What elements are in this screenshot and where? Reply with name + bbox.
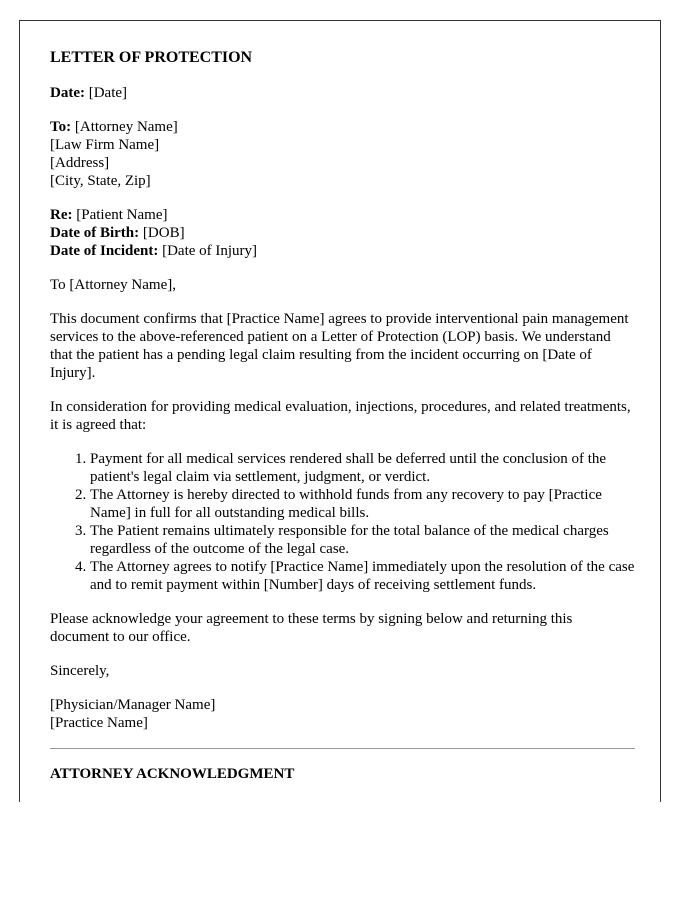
body-paragraph-1: This document confirms that [Practice Name] agrees to provide interventional pain management services to the above-referenced patient on a Letter of Protection (LOP) basis. We understand that the patient has a pending legal claim resulting from the incident occurring on [Date of Injury].	[50, 311, 629, 381]
recipient-city: [City, State, Zip]	[50, 173, 151, 189]
signer-practice: [Practice Name]	[50, 715, 148, 731]
term-item: 4. The Attorney agrees to notify [Practice Name] immediately upon the resolution of the case and to remit payment within [Number] days of receiving settlement funds.	[90, 558, 635, 594]
term-item: 2. The Attorney is hereby directed to withhold funds from any recovery to pay [Practice Name] in full for all outstanding medical bills.	[90, 486, 635, 522]
letter-content	[50, 48, 635, 783]
body-paragraph-2: In consideration for providing medical evaluation, injections, procedures, and related treatments, it is agreed that:	[50, 399, 631, 433]
term-item: 3. The Patient remains ultimately responsible for the total balance of the medical charges regardless of the outcome of the legal case.	[90, 522, 635, 558]
re-dob-line	[50, 224, 635, 242]
term-item: 1. Payment for all medical services rendered shall be deferred until the conclusion of the patient's legal claim via settlement, judgment, or verdict.	[90, 450, 635, 486]
recipient-block	[50, 118, 635, 190]
recipient-attorney: [Attorney Name]	[71, 119, 178, 135]
recipient-address: [Address]	[50, 155, 110, 171]
date-label: Date:	[50, 85, 85, 101]
closing: Sincerely,	[50, 663, 110, 679]
re-incident-line	[50, 242, 635, 260]
re-block	[50, 206, 635, 260]
incident-value: [Date of Injury]	[158, 243, 258, 259]
re-patient-line	[50, 206, 635, 224]
terms-list	[50, 450, 635, 594]
acknowledgment-title: ATTORNEY ACKNOWLEDGMENT	[50, 766, 295, 782]
letter-page	[19, 20, 661, 802]
dob-label: Date of Birth:	[50, 225, 140, 241]
recipient-attorney-line	[50, 118, 635, 136]
body-paragraph-3: Please acknowledge your agreement to these terms by signing below and returning this document to our office.	[50, 611, 573, 645]
to-label: To:	[50, 119, 72, 135]
signature-block	[50, 696, 635, 732]
re-label: Re:	[50, 207, 73, 223]
signer-name: [Physician/Manager Name]	[50, 697, 216, 713]
section-divider	[50, 748, 635, 749]
date-line	[50, 84, 635, 102]
salutation: To [Attorney Name],	[50, 277, 176, 293]
re-patient-value: [Patient Name]	[72, 207, 168, 223]
incident-label: Date of Incident:	[50, 243, 159, 259]
dob-value: [DOB]	[139, 225, 185, 241]
letter-title: LETTER OF PROTECTION	[50, 49, 253, 66]
date-value: [Date]	[84, 85, 128, 101]
recipient-firm: [Law Firm Name]	[50, 137, 160, 153]
